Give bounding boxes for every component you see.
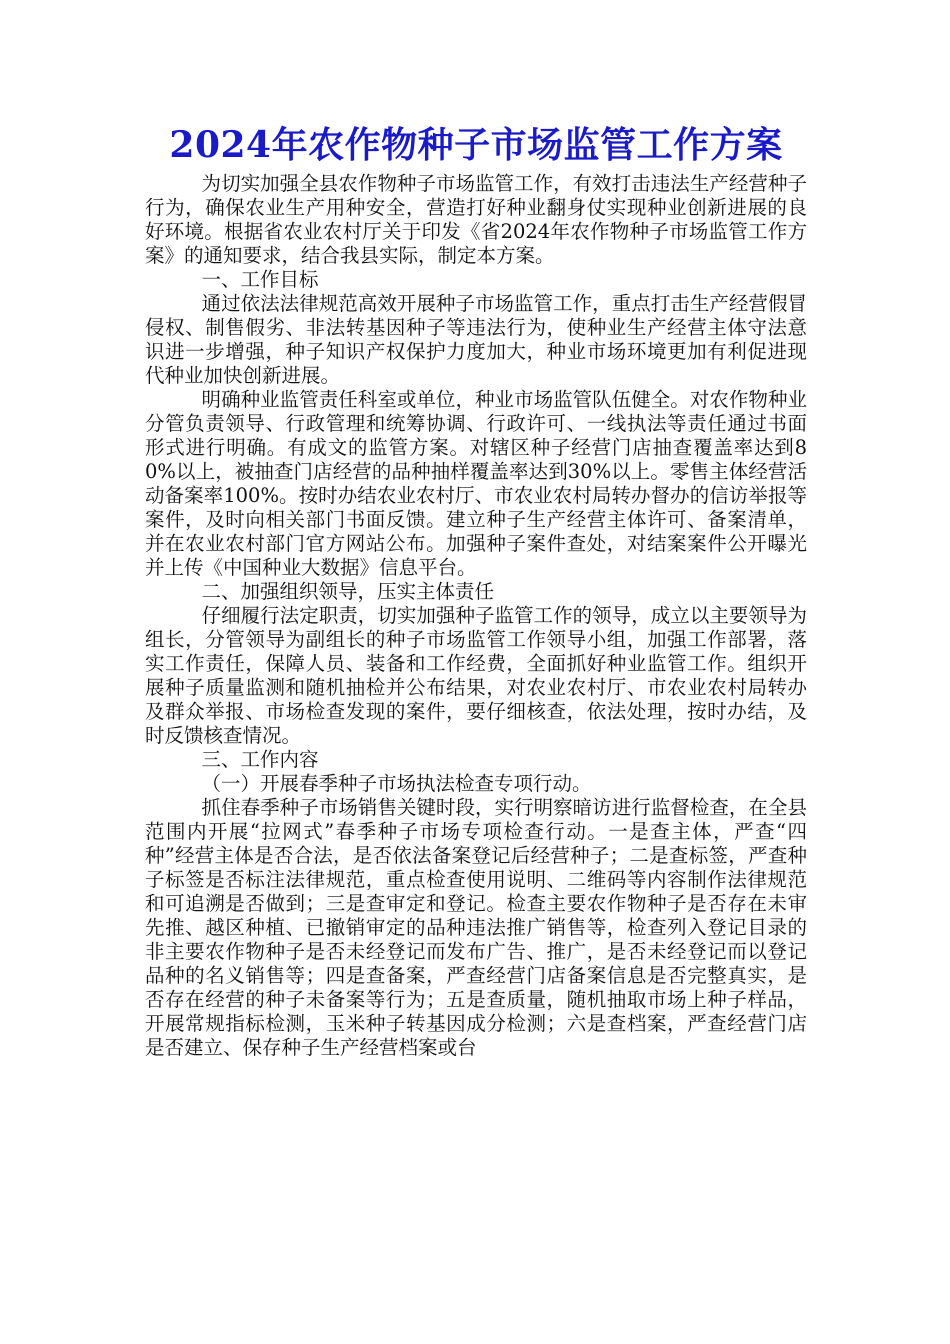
document-body — [145, 172, 807, 1060]
document-page — [145, 122, 807, 1060]
section-heading-goals: 一、工作目标 — [201, 268, 319, 291]
document-title: 2024年农作物种子市场监管工作方案 — [169, 124, 783, 166]
spring-inspection-paragraph: 抓住春季种子市场销售关键时段，实行明察暗访进行监督检查，在全县范围内开展“拉网式”春季种子市场专项检查行动。一是查主体，严查“四种”经营主体是否合法，是否依法备案登记后经营种子；二是查标签，严查种子标签是否标注法律规范，重点检查使用说明、二维码等内容制作法律规范和可追溯是否做到；三是查审定和登记。检查主要农作物种子是否存在未审先推、越区种植、已撤销审定的品种违法推广销售等，检查列入登记目录的非主要农作物种子是否未经登记而发布广告、推广，是否未经登记而以登记品种的名义销售等；四是查备案，严查经营门店备案信息是否完整真实，是否存在经营的种子未备案等行为；五是查质量，随机抽取市场上种子样品，开展常规指标检测，玉米种子转基因成分检测；六是查档案，严查经营门店是否建立、保存种子生产经营档案或台 — [145, 796, 807, 1059]
subsection-heading-spring-inspection: （一）开展春季种子市场执法检查专项行动。 — [201, 772, 592, 795]
section-heading-content: 三、工作内容 — [201, 748, 319, 771]
section-heading-organization: 二、加强组织领导，压实主体责任 — [201, 580, 495, 603]
intro-paragraph: 为切实加强全县农作物种子市场监管工作，有效打击违法生产经营种子行为，确保农业生产用种安全，营造打好种业翻身仗实现种业创新进展的良好环境。根据省农业农村厅关于印发《省2024年农作物种子市场监管工作方案》的通知要求，结合我县实际，制定本方案。 — [145, 172, 807, 267]
goals-paragraph-2: 明确种业监管责任科室或单位，种业市场监管队伍健全。对农作物种业分管负责领导、行政管理和统筹协调、行政许可、一线执法等责任通过书面形式进行明确。有成文的监管方案。对辖区种子经营门店抽查覆盖率达到80%以上，被抽查门店经营的品种抽样覆盖率达到30%以上。零售主体经营活动备案率100%。按时办结农业农村厅、市农业农村局转办督办的信访举报等案件，及时向相关部门书面反馈。建立种子生产经营主体许可、备案清单，并在农业农村部门官方网站公布。加强种子案件查处，对结案案件公开曝光并上传《中国种业大数据》信息平台。 — [145, 388, 807, 579]
organization-paragraph: 仔细履行法定职责，切实加强种子监管工作的领导，成立以主要领导为组长，分管领导为副组长的种子市场监管工作领导小组，加强工作部署，落实工作责任，保障人员、装备和工作经费，全面抓好种业监管工作。组织开展种子质量监测和随机抽检并公布结果，对农业农村厅、市农业农村局转办及群众举报、市场检查发现的案件，要仔细核查，依法处理，按时办结，及时反馈核查情况。 — [145, 604, 807, 747]
goals-paragraph-1: 通过依法法律规范高效开展种子市场监管工作，重点打击生产经营假冒侵权、制售假劣、非法转基因种子等违法行为，使种业生产经营主体守法意识进一步增强，种子知识产权保护力度加大，种业市场环境更加有利促进现代种业加快创新进展。 — [145, 292, 807, 387]
